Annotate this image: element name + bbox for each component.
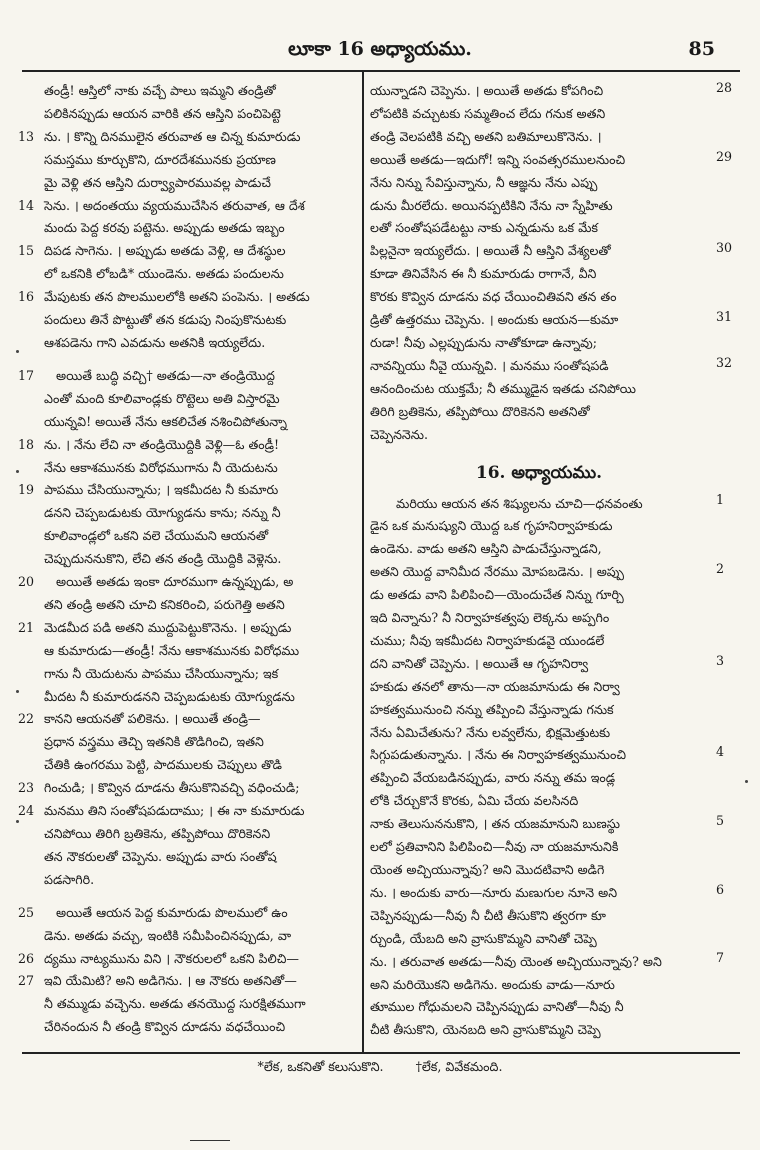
text-line <box>18 731 356 754</box>
line-text: చేరినందున నీ తండ్రి కొవ్విన దూడను వధచేయించి <box>44 1019 286 1035</box>
verse-number: 13 <box>18 128 35 144</box>
text-line <box>370 974 708 997</box>
line-text: ఎంతో మంది కూలివాండ్లకు రొట్టెలు అతి విస్తారమై <box>44 390 280 406</box>
line-text: పందులు తినే పొట్టుతో తన కడుపు నింపుకొనుటకు <box>44 312 287 328</box>
line-text: గాను నీ యెదుటను పాపము చేసియున్నాను; ఇక <box>44 665 279 681</box>
chapter-heading: 16. అధ్యాయము. <box>475 462 603 483</box>
line-text: గించుడి; । కొవ్విన దూడను తీసుకొనివచ్చి వధించుడి; <box>44 780 300 796</box>
right-verse-numbers <box>716 80 742 1050</box>
line-text: రుడా! నీవు ఎల్లప్పుడును నాతోకూడా ఉన్నావు; <box>370 334 597 350</box>
text-line <box>370 126 708 149</box>
verse-number: 3 <box>716 652 725 668</box>
line-text: లోకి చేర్చుకొనే కొరకు, ఏమి చేయ వలసినది <box>370 793 579 809</box>
line-text: తండ్రీ! ఆస్తిలో నాకు వచ్చే పాలు ఇమ్మని తండ్రితో <box>44 83 276 98</box>
text-line <box>18 708 356 731</box>
text-line <box>18 411 356 434</box>
text-line <box>370 905 708 928</box>
text-line <box>18 902 356 925</box>
footnote: *లేక, ఒకనితో కలుసుకొని. <box>257 1059 384 1074</box>
line-text: కొరకు కొవ్విన దూడను వధ చేయించితివని తన తం <box>370 289 617 305</box>
text-line <box>18 126 356 149</box>
text-line <box>370 722 708 745</box>
margin-mark <box>16 350 19 353</box>
line-text: చెప్పుదుననుకొని, లేచి తన తండ్రి యొద్దికి వెళ్లెను. <box>44 551 282 567</box>
text-line <box>18 617 356 640</box>
text-line <box>18 823 356 846</box>
text-line <box>370 515 708 538</box>
text-line <box>18 925 356 948</box>
text-line <box>370 744 708 767</box>
text-line <box>370 401 708 424</box>
text-line <box>18 594 356 617</box>
line-text: డెను. అతడు వచ్చు, ఇంటికి సమీపించినప్పుడు, వా <box>44 927 292 943</box>
text-line <box>370 584 708 607</box>
text-line <box>370 882 708 905</box>
text-line <box>370 263 708 286</box>
verse-number: 32 <box>716 354 733 370</box>
text-line <box>370 607 708 630</box>
verse-number: 6 <box>716 881 725 897</box>
text-line <box>370 103 708 126</box>
text-line <box>370 790 708 813</box>
line-text: ర్చుండి, యేబది అని వ్రాసుకొమ్మని వానితో చెప్పె <box>370 930 597 946</box>
line-text: అతని యొద్ద వానిమీద నేరము మోపబడెను. । అప్పు <box>370 564 625 580</box>
text-line <box>370 859 708 882</box>
text-line <box>18 846 356 869</box>
line-text: తన నౌకరులతో చెప్పెను. అప్పుడు వారు సంతోష <box>44 848 277 864</box>
text-line <box>18 663 356 686</box>
line-text: దిపడ సాగెను. । అప్పుడు అతడు వెళ్లి, ఆ దేశస్థుల <box>44 243 286 259</box>
line-text: మెడమీద పడి అతని ముద్దుపెట్టుకొనెను. । అప్పుడు <box>44 619 292 635</box>
line-text: డును మీరలేదు. అయినప్పటికిని నేను నా స్నేహితు <box>370 197 613 213</box>
verse-number: 25 <box>18 904 35 920</box>
text-line <box>370 538 708 561</box>
text-line <box>18 240 356 263</box>
line-text: దని వానితో చెప్పెను. । అయితే ఆ గృహనిర్వా <box>370 655 589 671</box>
line-text: నేను ఆకాశమునకు విరోధముగాను నీ యెదుటను <box>44 459 278 475</box>
line-text: పిల్లనైనా ఇయ్యలేదు. । అయితే నీ ఆస్తిని వేశ్యలతో <box>370 243 611 259</box>
verse-number: 22 <box>18 711 35 727</box>
line-text: ఆనందించుట యుక్తమే; నీ తమ్ముడైన ఇతడు చనిపోయి <box>370 380 636 396</box>
line-text: తిరిగి బ్రతికెను, తప్పిపోయి దొరికెనని అతనితో <box>370 403 590 419</box>
text-line <box>18 571 356 594</box>
text-line <box>370 309 708 332</box>
line-text: తప్పించి వేయబడినప్పుడు, వారు నన్ను తమ ఇండ్ల <box>370 770 616 786</box>
text-line <box>18 217 356 240</box>
verse-number: 4 <box>716 744 725 760</box>
text-line <box>370 195 708 218</box>
line-text: హకత్వమునుంచి నన్ను తప్పించి వేస్తున్నాడు గనుక <box>370 701 614 717</box>
line-text: ఉండెను. వాడు అతని ఆస్తిని పాడుచేస్తున్నాడని, <box>370 541 602 557</box>
text-line <box>18 286 356 309</box>
line-text: చనిపోయి తిరిగి బ్రతికెను, తప్పిపోయి దొరికెనని <box>44 826 271 841</box>
line-text: మేపుటకు తన పొలములలోకి అతని పంపెను. । అతడు <box>44 289 310 305</box>
line-text: పడసాగిరి. <box>44 871 95 887</box>
verse-number: 2 <box>716 561 725 577</box>
verse-number: 7 <box>716 950 725 966</box>
text-line <box>18 479 356 502</box>
line-text: ద్యము నాట్యమును విని । నౌకరులలో ఒకని పిలిచి— <box>44 950 299 966</box>
page-header <box>0 0 760 64</box>
page-bottom-mark <box>190 1140 230 1141</box>
text-line <box>370 928 708 951</box>
text-line <box>18 332 356 355</box>
text-line <box>370 286 708 309</box>
verse-number: 24 <box>18 803 35 819</box>
line-text: చెప్పినప్పుడు—నీవు నీ చీటి తీసుకొని త్వరగా కూ <box>370 907 606 923</box>
verse-number: 17 <box>18 367 35 383</box>
text-line <box>18 777 356 800</box>
line-text: నేను నిన్ను సేవిస్తున్నాను, నీ ఆజ్ఞను నేను ఎప్పు <box>370 174 598 190</box>
line-text: డు అతడు వాని పిలిపించి—యెందుచేత నిన్ను గూర్చి <box>370 587 624 603</box>
line-text: తని తండ్రి అతని చూచి కనికరించి, పరుగెత్తి అతని <box>44 596 285 612</box>
line-text: మరియు ఆయన తన శిష్యులను చూచి—ధనవంతు <box>396 495 643 511</box>
text-line <box>370 653 708 676</box>
verse-number: 19 <box>18 482 35 498</box>
line-text: పలికినప్పుడు ఆయన వారికి తన ఆస్తిని పంచిపెట్టె <box>44 105 281 121</box>
margin-mark <box>16 690 19 693</box>
line-text: పాపము చేసియున్నాను; । ఇకమీదట నీ కుమారు <box>44 482 279 498</box>
text-line <box>370 80 708 103</box>
verse-number: 16 <box>18 289 35 305</box>
text-line <box>370 1019 708 1042</box>
line-text: లోపటికి వచ్చుటకు సమ్మతించ లేదు గనుక అతని <box>370 105 606 121</box>
line-text: ఇవి యేమిటి? అని అడిగెను. । ఆ నౌకరు అతనితో— <box>44 973 297 989</box>
header-rule <box>22 70 740 72</box>
text-line <box>18 548 356 571</box>
line-text: అని మరియొకని అడిగెను. అందుకు వాడు—నూరు <box>370 976 615 992</box>
line-text: చెప్పెననెను. <box>370 426 428 442</box>
text-line <box>18 434 356 457</box>
line-text: అయితే అతడు—ఇదుగో! ఇన్ని సంవత్సరములనుంచి <box>370 151 626 167</box>
line-text: నాకు తెలుసుననుకొని, । తన యజమానుని బుణస్థు <box>370 816 620 832</box>
verse-number: 14 <box>18 197 35 213</box>
line-text: నేను ఏమిచేతును? నేను లవ్వలేను, భిక్షమెత్తుటకు <box>370 724 611 740</box>
footnote-rule <box>22 1052 740 1054</box>
verse-number: 5 <box>716 813 725 828</box>
line-text: చీటి తీసుకొని, యెనబది అని వ్రాసుకొమ్మని చెప్పె <box>370 1022 601 1038</box>
left-column <box>18 80 356 1050</box>
text-line <box>370 767 708 790</box>
verse-number: 20 <box>18 574 35 590</box>
text-line <box>18 800 356 823</box>
text-line <box>18 149 356 172</box>
text-line <box>18 172 356 195</box>
line-text: చేతికి ఉంగరము పెట్టి, పాదములకు చెప్పులు తొడి <box>44 757 282 773</box>
verse-number: 23 <box>18 780 35 796</box>
line-text: అయితే బుద్ధి వచ్చి† అతడు—నా తండ్రియొద్ద <box>56 367 275 383</box>
text-line <box>18 1016 356 1039</box>
line-text: లలో ప్రతివానిని పిలిపించి—నీవు నా యజమానునికి <box>370 839 619 855</box>
column-divider <box>362 72 364 1052</box>
text-line <box>18 869 356 892</box>
verse-number: 28 <box>716 80 733 95</box>
right-column <box>370 80 708 1050</box>
text-line <box>18 195 356 218</box>
line-text: సిగ్గుపడుతున్నాను. । నేను ఈ నిర్వాహకత్వమునుంచి <box>370 747 627 763</box>
line-text: ఆ కుమారుడు—తండ్రీ! నేను ఆకాశమునకు విరోధము <box>44 642 300 658</box>
line-text: సమస్తము కూర్చుకొని, దూరదేశమునకు ప్రయాణ <box>44 151 276 167</box>
text-line <box>370 217 708 240</box>
line-text: తండ్రి వెలపటికి వచ్చి అతని బతిమాలుకొనెను. । <box>370 128 602 144</box>
text-line <box>370 493 708 516</box>
line-text: మీదట నీ కుమారుడనని చెప్పబడుటకు యోగ్యుడను <box>44 688 295 704</box>
line-text: యున్నవి! అయితే నేను ఆకలిచేత నశించిపోతున్నా <box>44 413 287 429</box>
text-line <box>370 332 708 355</box>
verse-number: 27 <box>18 973 35 989</box>
line-text: యున్నాడని చెప్పెను. । అయితే అతడు కోపగించి <box>370 83 604 98</box>
line-text: నావన్నియు నీవై యున్నవి. । మనము సంతోషపడి <box>370 357 609 373</box>
page-title: లూకా 16 అధ్యాయము. <box>288 38 472 60</box>
verse-number: 26 <box>18 950 35 966</box>
text-line <box>18 754 356 777</box>
line-text: కూలివాండ్లలో ఒకని వలె చేయుమని ఆయనతో <box>44 528 269 544</box>
line-text: మై వెళ్లి తన ఆస్తిని దుర్వ్యాపారమువల్ల పాడుచే <box>44 174 271 190</box>
line-text: తూముల గోధుమలని చెప్పినప్పుడు వానితో—నీవు నీ <box>370 999 624 1015</box>
line-text: ఆశపడెను గాని ఎవడును అతనికి ఇయ్యలేదు. <box>44 334 266 350</box>
line-text: మనము తిని సంతోషపడుదాము; । ఈ నా కుమారుడు <box>44 803 305 819</box>
line-text: నీ తమ్ముడు వచ్చెను. అతడు తనయొద్ద సురక్షితముగా <box>44 996 306 1012</box>
page-number: 85 <box>688 38 715 60</box>
verse-number: 1 <box>716 492 725 508</box>
verse-number: 29 <box>716 148 733 164</box>
text-line <box>370 996 708 1019</box>
paragraph-gap <box>18 355 356 365</box>
margin-mark <box>745 780 748 783</box>
line-text: లతో సంతోషపడేటట్టు నాకు ఎన్నడును ఒక మేక <box>370 220 599 236</box>
text-line <box>370 378 708 401</box>
line-text: లో ఒకనికి లోబడి* యుండెను. అతడు పందులను <box>44 266 284 282</box>
line-text: ప్రధాన వస్త్రము తెచ్చి ఇతనికి తొడిగించి, ఇతని <box>44 734 264 750</box>
text-line <box>18 502 356 525</box>
footnote: †లేక, వివేకమంది. <box>415 1059 503 1074</box>
text-line <box>370 355 708 378</box>
text-line <box>18 970 356 993</box>
line-text: మందు పెద్ద కరవు పట్టెను. అప్పుడు అతడు ఇబ్బం <box>44 220 285 236</box>
verse-number: 18 <box>18 436 35 452</box>
text-line <box>370 149 708 172</box>
line-text: డైన ఒక మనుష్యుని యొద్ద ఒక గృహనిర్వాహకుడు <box>370 518 613 534</box>
text-line <box>18 640 356 663</box>
text-line <box>370 240 708 263</box>
line-text: ఇది విన్నాను? నీ నిర్వాహకత్వపు లెక్కను అప్పగిం <box>370 610 610 626</box>
text-line <box>370 813 708 836</box>
margin-mark <box>16 820 19 823</box>
text-line <box>18 365 356 388</box>
line-text: కానని ఆయనతో పలికెను. । అయితే తండ్రి— <box>44 711 261 727</box>
text-line <box>18 103 356 126</box>
text-line <box>18 525 356 548</box>
line-text: హకుడు తనలో తాను—నా యజమానుడు ఈ నిర్వా <box>370 678 620 694</box>
line-text: అయితే ఆయన పెద్ద కుమారుడు పొలములో ఉం <box>56 904 288 920</box>
text-line <box>370 172 708 195</box>
line-text: అయితే అతడు ఇంకా దూరముగా ఉన్నప్పుడు, అ <box>56 574 294 590</box>
line-text: ను. । అందుకు వారు—నూరు మణుగుల నూనె అని <box>370 884 618 900</box>
text-line <box>370 836 708 859</box>
text-line <box>370 699 708 722</box>
line-text: ను. । కొన్ని దినములైన తరువాత ఆ చిన్న కుమారుడు <box>44 128 301 144</box>
text-line <box>18 993 356 1016</box>
line-text: చుము; నీవు ఇకమీదట నిర్వాహకుడవై యుండలే <box>370 632 605 648</box>
line-text: యెంత అచ్చియున్నావు? అని మొదటివాని అడిగె <box>370 862 605 877</box>
line-text: కూడా తినివేసిన ఈ నీ కుమారుడు రాగానే, వీని <box>370 266 597 282</box>
verse-number: 30 <box>716 240 733 256</box>
text-line <box>370 630 708 653</box>
verse-number: 31 <box>716 309 733 324</box>
text-line <box>18 457 356 480</box>
text-line <box>18 948 356 971</box>
margin-mark <box>16 470 19 473</box>
line-text: సెను. । అదంతయు వ్యయముచేసిన తరువాత, ఆ దేశ <box>44 197 305 213</box>
text-line <box>18 309 356 332</box>
text-line <box>370 951 708 974</box>
footnotes <box>0 1056 760 1078</box>
text-line <box>18 686 356 709</box>
text-line <box>370 676 708 699</box>
line-text: ను. । నేను లేచి నా తండ్రియొద్దికి వెళ్లి—ఓ తండ్రీ! <box>44 436 280 452</box>
text-line <box>18 388 356 411</box>
line-text: డనని చెప్పబడుటకు యోగ్యుడను కాను; నన్ను నీ <box>44 505 281 521</box>
text-line <box>370 561 708 584</box>
line-text: ను. । తరువాత అతడు—నీవు యెంత అచ్చియున్నావు? అని <box>370 953 662 969</box>
text-line <box>18 263 356 286</box>
verse-number: 21 <box>18 619 35 635</box>
text-line <box>18 80 356 103</box>
text-line <box>370 424 708 447</box>
verse-number: 15 <box>18 243 35 259</box>
line-text: డ్రితో ఉత్తరము చెప్పెను. । అందుకు ఆయన—కుమా <box>370 312 619 328</box>
paragraph-gap <box>18 892 356 902</box>
